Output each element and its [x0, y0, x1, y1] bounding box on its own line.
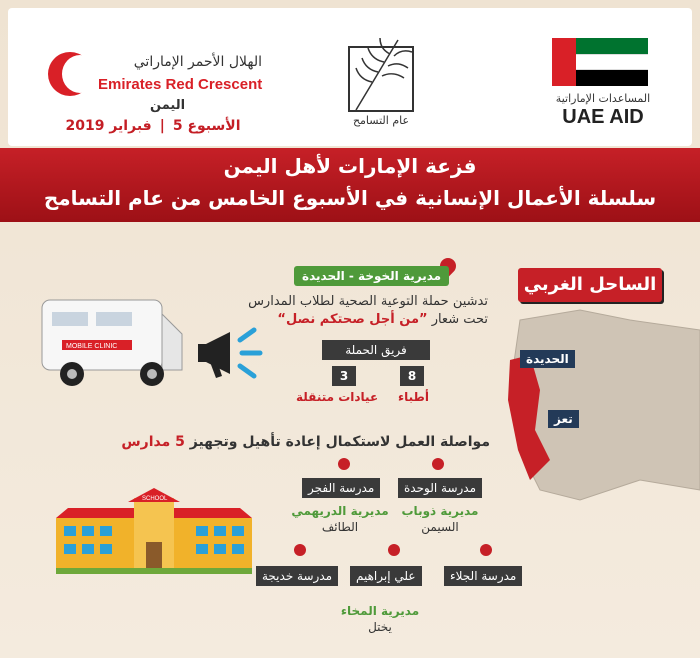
uae-aid-arabic: المساعدات الإماراتية — [555, 92, 651, 105]
subdistrict-saymen: السيمن — [421, 520, 459, 534]
subdistrict-yakhtul: يختل — [368, 620, 392, 634]
school-al-wahda: مدرسة الوحدة — [398, 478, 482, 498]
school-marker — [338, 458, 350, 470]
week-label: الأسبوع 5 — [172, 118, 241, 134]
district-durayhimi: مديرية الدريهمي — [291, 504, 389, 518]
region-badge — [518, 268, 662, 302]
erc-yemen-label: اليمن — [150, 98, 186, 113]
region-label: الساحل الغربي — [523, 274, 657, 295]
school-al-jalaa: مدرسة الجلاء — [444, 566, 522, 586]
team-label: فريق الحملة — [322, 340, 430, 360]
mobile-clinic-bus-image — [32, 290, 192, 400]
year-of-tolerance-logo — [326, 20, 436, 140]
svg-text:SCHOOL: SCHOOL — [142, 496, 168, 502]
slogan-prefix: تحت شعار — [431, 312, 488, 327]
doctors-label: أطباء — [398, 390, 429, 404]
uae-flag-icon — [552, 38, 648, 86]
district-dhubab: مديرية ذوباب — [401, 504, 479, 518]
tolerance-label: عام التسامح — [352, 114, 410, 127]
school-al-fajr: مدرسة الفجر — [302, 478, 380, 498]
uae-aid-logo — [548, 38, 668, 148]
ghaf-leaf-icon — [326, 20, 436, 120]
svg-text:MOBILE CLINIC: MOBILE CLINIC — [66, 343, 118, 350]
city-taiz: تعز — [548, 410, 579, 428]
erc-arabic-name: الهلال الأحمر الإماراتي — [133, 54, 262, 70]
school-marker — [294, 544, 306, 556]
city-hodeidah: الحديدة — [520, 350, 575, 368]
school-khadija: مدرسة خديجة — [256, 566, 338, 586]
crescent-icon — [48, 52, 92, 96]
uae-aid-english: UAE AID — [562, 106, 644, 128]
date-label: فبراير 2019 — [65, 118, 152, 134]
subdistrict-taif: الطائف — [321, 520, 359, 534]
school-marker — [388, 544, 400, 556]
schools-title — [100, 434, 490, 450]
banner-title: فزعة الإمارات لأهل اليمن — [223, 154, 477, 178]
school-building-image — [56, 488, 252, 574]
clinics-label: عيادات متنقلة — [296, 390, 379, 404]
school-ali-ibrahim: علي إبراهيم — [350, 566, 422, 586]
campaign-description: تدشين حملة التوعية الصحية لطلاب المدارس — [248, 294, 488, 309]
campaign-location: مديرية الخوخة - الحديدة — [294, 266, 449, 286]
week-date-line: الأسبوع 5|فبراير 2019 — [65, 118, 241, 134]
yemen-map — [490, 300, 700, 510]
clinics-count: 3 — [332, 366, 356, 386]
district-mokha: مديرية المخاء — [340, 604, 420, 618]
banner-subtitle: سلسلة الأعمال الإنسانية في الأسبوع الخامس من عام التسامح — [43, 186, 657, 210]
school-marker — [432, 458, 444, 470]
title-banner — [0, 148, 700, 222]
doctors-count: 8 — [400, 366, 424, 386]
schools-count: 5 مدارس — [121, 434, 185, 450]
schools-title-text: مواصلة العمل لاستكمال إعادة تأهيل وتجهيز — [189, 434, 490, 450]
megaphone-icon — [196, 318, 266, 388]
slogan-text: ”من أجل صحتكم نصل“ — [277, 312, 428, 327]
header — [8, 8, 692, 146]
school-marker — [480, 544, 492, 556]
campaign-slogan-line — [220, 312, 488, 327]
erc-english-name: Emirates Red Crescent — [98, 76, 263, 93]
